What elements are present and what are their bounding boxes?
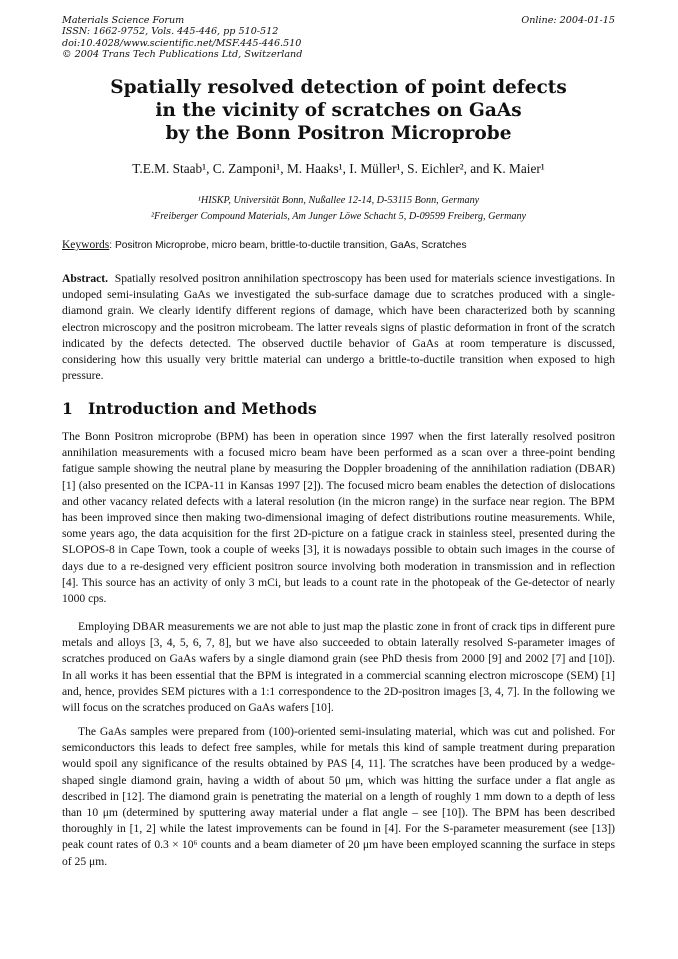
affiliations — [62, 193, 615, 225]
issn-line: ISSN: 1662-9752, Vols. 445-446, pp 510-512 — [62, 26, 279, 38]
journal-name: Materials Science Forum — [62, 15, 185, 26]
section-heading — [62, 399, 317, 418]
copyright-line: © 2004 Trans Tech Publications Ltd, Switzerland — [62, 49, 303, 61]
section-number: 1 — [62, 399, 73, 418]
affiliation-1: ¹HISKP, Universität Bonn, Nußallee 12-14, D-53115 Bonn, Germany — [197, 195, 480, 206]
abstract — [62, 271, 615, 384]
author-list: T.E.M. Staab¹, C. Zamponi¹, M. Haaks¹, I. Müller¹, S. Eichler², and K. Maier¹ — [132, 161, 545, 176]
section-title: Introduction and Methods — [88, 399, 317, 418]
keywords — [62, 239, 615, 251]
keywords-text: : Positron Microprobe, micro beam, brittle-to-ductile transition, GaAs, Scratches — [109, 240, 467, 251]
paragraph-2-text: Employing DBAR measurements we are not able to just map the plastic zone in front of crack tips in different pure metals and alloys [3, 4, 5, 6, 7, 8], but we have also succeeded to obtain laterally resolved S-parameter images of scratches produced on GaAs wafers by a single diamond grain (see PhD thesis from 2000 [9] and 2002 [7] and [10]). In all works it has been essential that the BPM is integrated in a commercial scanning electron microscope (SEM) [1] and, hence, provides SEM pictures with a 1:1 correspondence to the 2D-positron images [3, 4, 7]. In the following we will focus on the scratches produced on GaAs wafers [10]. — [62, 620, 615, 715]
title-line-1: Spatially resolved detection of point defects — [110, 77, 567, 98]
paragraph-2 — [62, 619, 615, 716]
abstract-text: Spatially resolved positron annihilation spectroscopy has been used for materials science investigations. In undoped semi-insulating GaAs we investigated the sub-surface damage due to scratches produced with a single-diamond grain. We clearly identify different regions of damage, which have been characterized both by scanning electron microscopy and the positron microbeam. The latter reveals signs of plastic deformation in front of the scratch indicated by the defects detected. The observed ductile behavior of GaAs at room temperature is discussed, considering how this usually very brittle material can undergo a brittle-to-ductile transition when exposed to high pressure. — [62, 272, 615, 383]
affiliation-2: ²Freiberger Compound Materials, Am Junger Löwe Schacht 5, D-09599 Freiberg, Germany — [150, 211, 527, 222]
paper-title — [62, 76, 615, 145]
paragraph-3 — [62, 724, 615, 870]
title-line-3: by the Bonn Positron Microprobe — [165, 123, 512, 144]
online-date-text: Online: 2004-01-15 — [521, 15, 615, 26]
keywords-label: Keywords — [62, 239, 110, 251]
online-date — [521, 15, 615, 26]
paragraph-3-text: The GaAs samples were prepared from (100)-oriented semi-insulating material, which was cut and polished. For semiconductors this leads to defect free samples, while for metals this kind of sample treatment during preparation would spoil any significance of the results obtained by PAS [4, 11]. The scratches have been produced by a wedge-shaped single diamond grain, having a width of about 50 μm, which was hitting the surface under a flat angle as described in [12]. The diamond grain is penetrating the material on a length of roughly 1 mm down to a depth of less than 10 μm (determined by sputtering away material under a flat angle – see [10]). The BPM has been described thoroughly in [1, 2] while the latest improvements can be found in [4]. For the S-parameter measurement (see [13]) peak count rates of 0.3 × 10⁶ counts and a beam diameter of 20 μm have been employed scanning the surface in steps of 25 μm. — [62, 725, 615, 868]
paragraph-1 — [62, 429, 615, 607]
paragraph-1-text: The Bonn Positron microprobe (BPM) has been in operation since 1997 when the first laterally resolved positron annihilation measurements with a focused micro beam have been performed as a scan over a three-point bending fatigue sample showing the neutral plane by measuring the Doppler broadening of the annihilation radiation (DBAR) [1] (also presented on the ICPA-11 in Kansas 1997 [2]). The focused micro beam enables the detection of dislocations and other vacancy related defects with a lateral resolution (in the micron range) in the surface near region. The BPM has been improved since then making two-dimensional imaging of defect distributions routine measurements. While, some years ago, the data acquisition for the first 2D-picture on a fatigue crack in stainless steel, presented during the SLOPOS-8 in Cape Town, took a couple of weeks [3], it is nowadays possible to obtain such images in the course of days due to a re-designed very efficient positron source involving both moderation in transmission and in reflection [4]. This source has an activity of only 3 mCi, but leads to a count rate in the photopeak of the Ge-detector of nearly 1000 cps. — [62, 430, 615, 606]
title-line-2: in the vicinity of scratches on GaAs — [155, 100, 522, 121]
journal-header — [62, 15, 302, 61]
doi-line: doi:10.4028/www.scientific.net/MSF.445-446.510 — [62, 37, 302, 49]
abstract-label: Abstract. — [62, 272, 109, 285]
